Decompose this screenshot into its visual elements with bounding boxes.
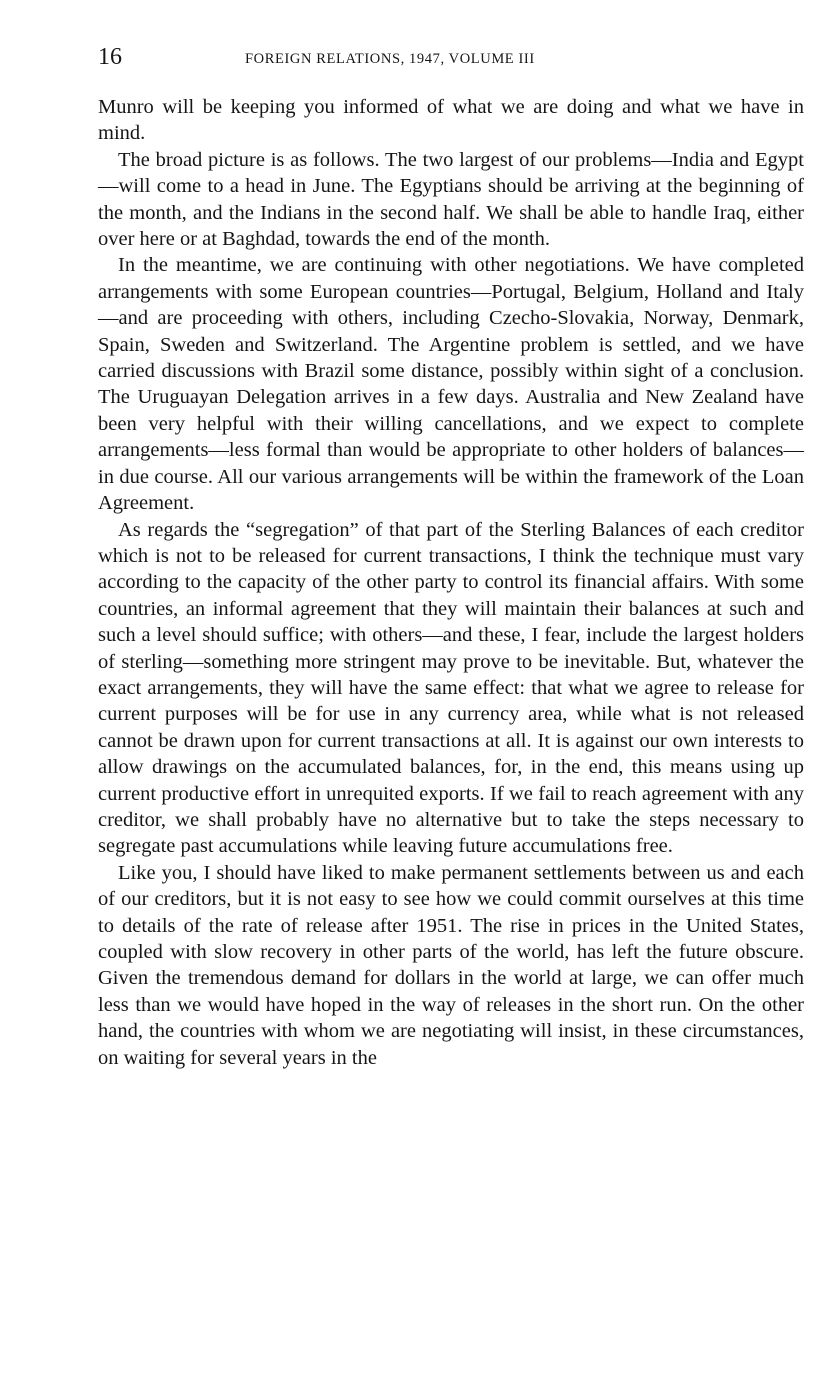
running-head: [98, 42, 804, 78]
paragraph-3: In the meantime, we are continuing with other negotiations. We have completed arrangements with some European countries—Portugal, Belgium, Holland and Italy—and are proceeding with others, including Czecho-Slovakia, Norway, Denmark, Spain, Sweden and Switzerland. The Argentine problem is settled, and we have carried discussions with Brazil some distance, possibly within sight of a conclusion. The Uruguayan Delegation arrives in a few days. Australia and New Zealand have been very helpful with their willing cancellations, and we expect to complete arrangements—less formal than would be appropriate to other holders of balances—in due course. All our various arrangements will be within the framework of the Loan Agreement.: [98, 254, 804, 515]
body-text: [98, 94, 804, 1071]
document-page: [98, 42, 804, 1069]
page-number: 16: [98, 44, 122, 70]
paragraph-1: Munro will be keeping you informed of what we are doing and what we have in mind.: [98, 96, 804, 145]
paragraph-2: The broad picture is as follows. The two largest of our problems—India and Egypt—will come to a head in June. The Egyptians should be arriving at the beginning of the month, and the Indians in the second half. We shall be able to handle Iraq, either over here or at Baghdad, towards the end of the month.: [98, 148, 804, 251]
paragraph-4: As regards the “segregation” of that part of the Sterling Balances of each creditor which is not to be released for current transactions, I think the technique must vary according to the capacity of the other party to control its financial affairs. With some countries, an informal agreement that they will maintain their balances at such and such a level should suffice; with others—and these, I fear, include the largest holders of sterling—something more stringent may prove to be inevitable. But, whatever the exact arrangements, they will have the same effect: that what we agree to release for current purposes will be for use in any currency area, while what is not released cannot be drawn upon for current transactions at all. It is against our own interests to allow drawings on the accumulated balances, for, in the end, this means using up current productive effort in unrequited exports. If we fail to reach agreement with any creditor, we shall probably have no alternative but to take the steps necessary to segregate past accumulations while leaving future accumulations free.: [98, 518, 804, 858]
running-head-title: FOREIGN RELATIONS, 1947, VOLUME III: [245, 51, 535, 67]
paragraph-5: Like you, I should have liked to make permanent settlements between us and each of our creditors, but it is not easy to see how we could commit ourselves at this time to details of the rate of release after 1951. The rise in prices in the United States, coupled with slow recovery in other parts of the world, has left the future obscure. Given the tremendous demand for dollars in the world at large, we can offer much less than we would have hoped in the way of releases in the short run. On the other hand, the countries with whom we are negotiating will insist, in these circumstances, on waiting for several years in the: [98, 861, 804, 1069]
